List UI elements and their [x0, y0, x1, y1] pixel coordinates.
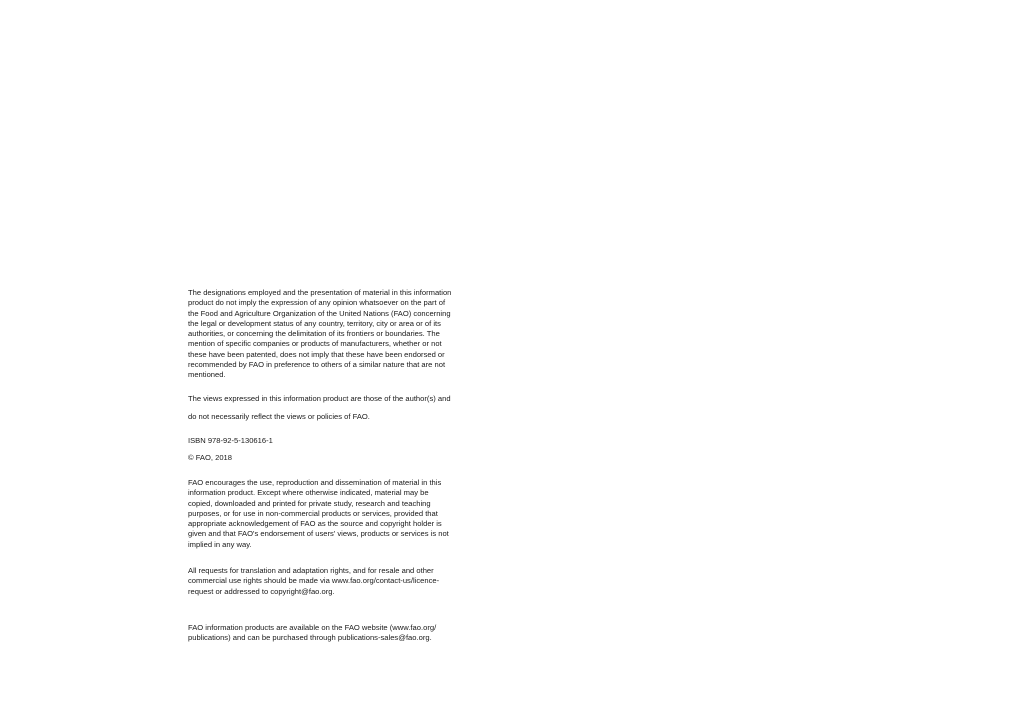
text-line: request or addressed to copyright@fao.org.	[188, 586, 335, 596]
rights-paragraph	[188, 478, 449, 550]
text-line: product do not imply the expression of any opinion whatsoever on the part of	[188, 298, 446, 308]
isbn-block	[188, 433, 273, 466]
text-line: appropriate acknowledgement of FAO as the source and copyright holder is	[188, 519, 442, 529]
text-line: the legal or development status of any country, territory, city or area or of its	[188, 318, 441, 328]
text-line: purposes, or for use in non-commercial products or services, provided that	[188, 508, 438, 518]
text-line: mention of specific companies or products of manufacturers, whether or not	[188, 339, 442, 349]
text-line: recommended by FAO in preference to others of a similar nature that are not	[188, 360, 446, 370]
disclaimer-paragraph	[188, 288, 451, 381]
views-paragraph	[188, 390, 451, 425]
text-line: commercial use rights should be made via www.fao.org/contact-us/licence-	[188, 576, 440, 586]
text-line: the Food and Agriculture Organization of the United Nations (FAO) concerning	[188, 308, 451, 318]
text-line: publications) and can be purchased through publications-sales@fao.org.	[188, 633, 432, 643]
text-line: FAO information products are available on the FAO website (www.fao.org/	[188, 623, 437, 632]
availability-paragraph	[188, 623, 436, 644]
text-line: copied, downloaded and printed for private study, research and teaching	[188, 498, 431, 508]
text-line: FAO encourages the use, reproduction and dissemination of material in this	[188, 478, 442, 487]
text-line: do not necessarily reflect the views or policies of FAO.	[188, 411, 370, 421]
text-line: mentioned.	[188, 370, 226, 380]
text-line: information product. Except where otherwise indicated, material may be	[188, 488, 429, 498]
text-line: given and that FAO's endorsement of users' views, products or services is not	[188, 529, 449, 539]
copyright-notice: © FAO, 2018	[188, 452, 233, 462]
text-line: implied in any way.	[188, 539, 252, 549]
text-line: these have been patented, does not imply that these have been endorsed or	[188, 349, 445, 359]
isbn-number: ISBN 978-92-5-130616-1	[188, 436, 273, 445]
text-line: The views expressed in this information product are those of the author(s) and	[188, 394, 451, 403]
text-line: All requests for translation and adaptation rights, and for resale and other	[188, 566, 434, 575]
text-line: authorities, or concerning the delimitation of its frontiers or boundaries. The	[188, 329, 440, 339]
requests-paragraph	[188, 566, 439, 597]
text-line: The designations employed and the presentation of material in this information	[188, 288, 452, 297]
